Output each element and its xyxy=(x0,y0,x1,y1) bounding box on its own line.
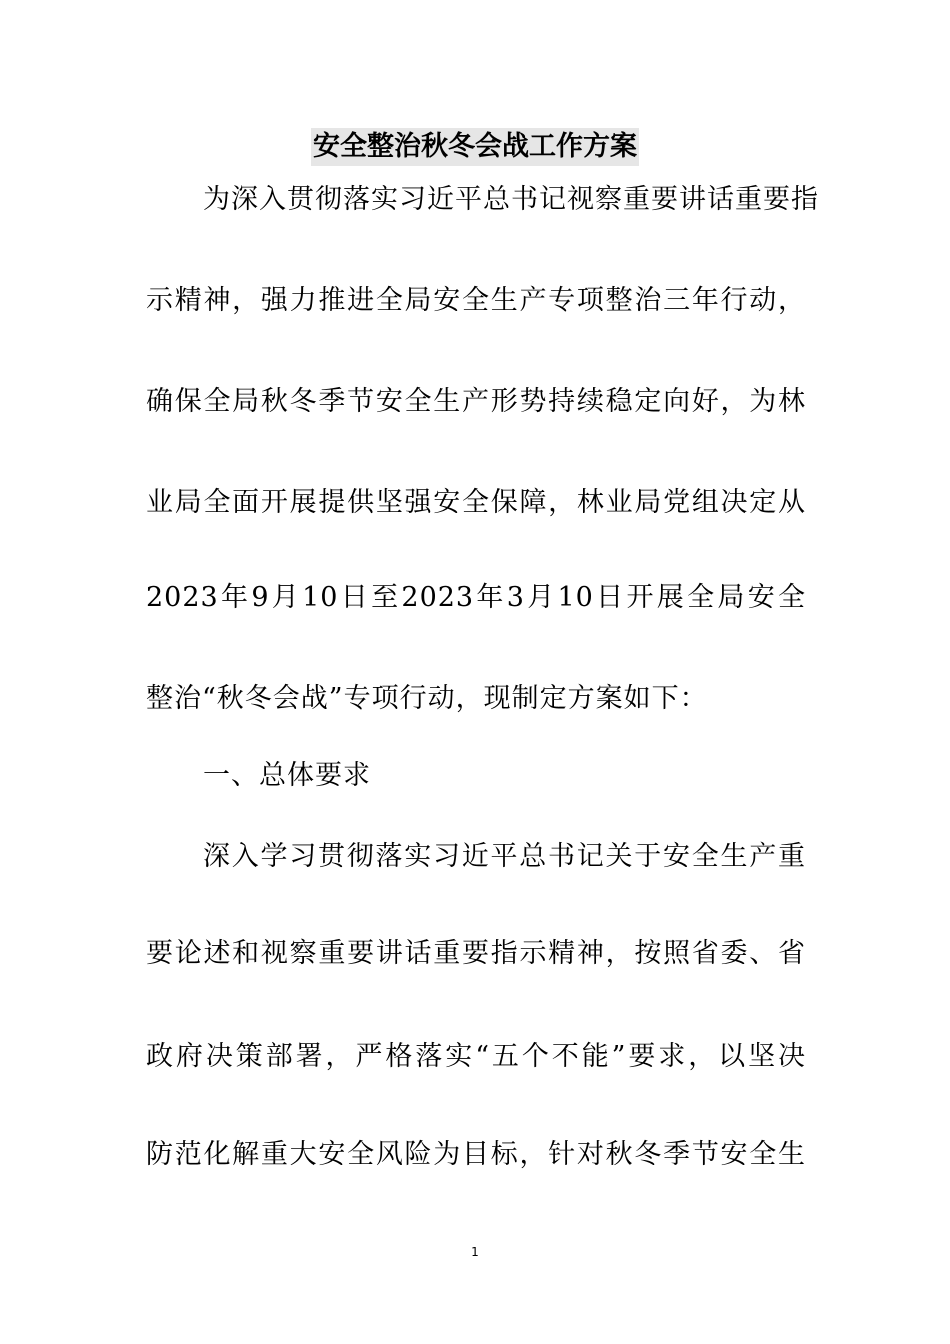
paragraph-line: 防范化解重大安全风险为目标，针对秋冬季节安全生 xyxy=(146,1139,806,1170)
paragraph-line: 整治“秋冬会战”专项行动，现制定方案如下： xyxy=(146,683,708,714)
paragraph-line: 确保全局秋冬季节安全生产形势持续稳定向好，为林 xyxy=(146,386,806,417)
document-title: 安全整治秋冬会战工作方案 xyxy=(311,128,639,166)
paragraph-line: 为深入贯彻落实习近平总书记视察重要讲话重要指 xyxy=(203,184,819,215)
section-heading: 一、总体要求 xyxy=(203,760,371,791)
page-number: 1 xyxy=(471,1245,479,1259)
paragraph-line: 要论述和视察重要讲话重要指示精神，按照省委、省 xyxy=(146,938,806,969)
paragraph-line: 示精神，强力推进全局安全生产专项整治三年行动， xyxy=(146,285,806,316)
title-container xyxy=(0,128,950,166)
paragraph-line: 2023年9月10日至2023年3月10日开展全局安全 xyxy=(146,582,806,613)
paragraph-line: 业局全面开展提供坚强安全保障，林业局党组决定从 xyxy=(146,487,806,518)
paragraph-line: 政府决策部署，严格落实“五个不能”要求，以坚决 xyxy=(146,1041,806,1072)
paragraph-line: 深入学习贯彻落实习近平总书记关于安全生产重 xyxy=(203,841,806,872)
